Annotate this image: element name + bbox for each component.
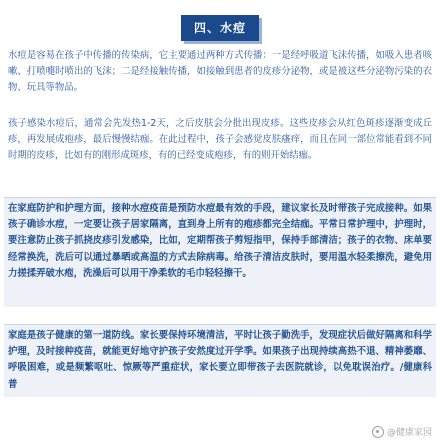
intro-paragraph-transmission: 水痘是容易在孩子中传播的传染病，它主要通过两种方式传播：一是经呼吸道飞沫传播，如吸入患者咳嗽、打喷嚏时喷出的飞沫；二是经接触传播，如接触到患者的皮疹分泌物，或是被这些分泌物污染的衣物、玩具等物品。 <box>8 50 432 94</box>
watermark-text: @健康家园 <box>386 428 432 438</box>
highlight-paragraph-care: 在家庭防护和护理方面，接种水痘疫苗是预防水痘最有效的手段，建议家长及时带孩子完成接种。如果孩子确诊水痘，一定要让孩子居家隔离，直到身上所有的疱疹都完全结痂。平常日常护理中，护理时，要注意防止孩子抓挠皮疹引发感染，比如，定期帮孩子剪短指甲，保持手部清洁；孩子的衣物、床单要经常换洗，洗后可以通过暴晒或高温的方式去除病毒。给孩子清洁皮肤时，要用温水轻柔擦洗，避免用力搓揉弄破水疱，洗澡后可以用干净柔软的毛巾轻轻擦干。 <box>8 203 432 279</box>
highlight-box-defense <box>4 324 436 397</box>
watermark <box>372 425 432 438</box>
highlight-box-care <box>4 197 436 307</box>
highlight-paragraph-defense: 家庭是孩子健康的第一道防线。家长要保持环境清洁，平时让孩子勤洗手，发现症状后做好隔离和科学护理，及时接种疫苗，就能更好地守护孩子安然度过开学季。如果孩子出现持续高热不退、精神萎靡、呼吸困难，或是频繁呕吐、惊厥等严重症状，家长要立即带孩子去医院就诊，以免耽误治疗。/健康科普 <box>8 330 432 390</box>
intro-paragraph-symptoms: 孩子感染水痘后，通常会先发热1-2天，之后皮肤会分批出现皮疹。这些皮疹会从红色斑疹逐渐变成丘疹，再发展成疱疹，最后慢慢结痂。在此过程中，孩子会感觉皮肤瘙痒，而且在同一部位常能看到不同时期的皮疹，比如有的刚形成斑疹，有的已经变成疱疹，有的则开始结痂。 <box>8 118 432 162</box>
weibo-icon <box>372 426 384 438</box>
section-title: 四、水痘 <box>181 15 259 41</box>
